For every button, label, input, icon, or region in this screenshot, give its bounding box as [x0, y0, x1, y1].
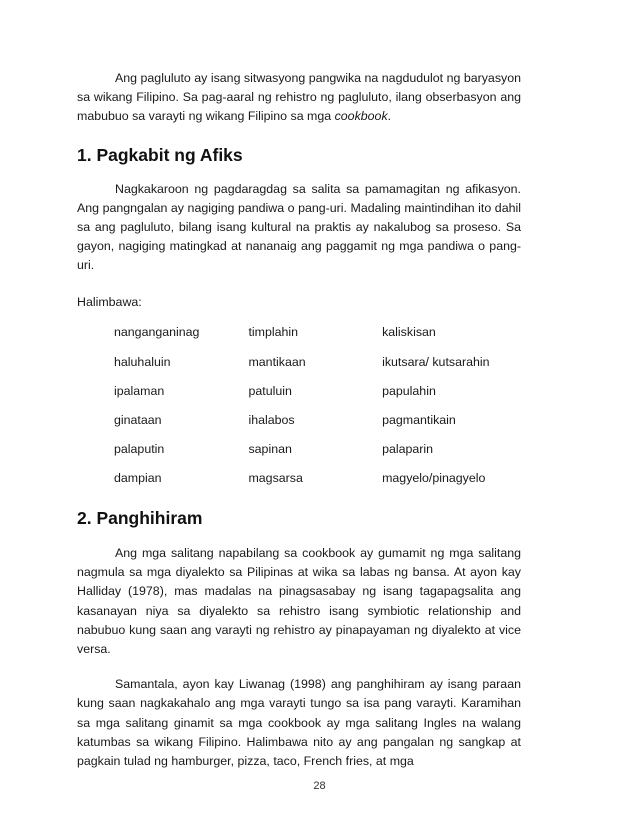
section-2-paragraph-1: Ang mga salitang napabilang sa cookbook ay gumamit ng mga salitang nagmula sa mga diyalekto sa Pilipinas at wika sa labas ng bansa. At ayon kay Halliday (1978), mas madalas na pinagsasabay ng isang tagapagsalita ang kasanayan niya sa diyalekto sa rehistro isang symbiotic relationship and nabubuo kung saan ang varayti ng rehistro ay pinapayaman ng diyalekto at vice versa. [77, 545, 521, 656]
example-word: dampian [114, 471, 162, 486]
table-row [114, 435, 521, 464]
example-word: papulahin [382, 383, 436, 398]
example-word: patuluin [248, 383, 292, 398]
section-1-heading: 1. Pagkabit ng Afiks [77, 144, 243, 165]
example-word: ginataan [114, 412, 162, 427]
example-word: haluhaluin [114, 354, 171, 369]
example-word: mantikaan [248, 354, 306, 369]
example-word: palaparin [382, 442, 434, 457]
example-word: pagmantikain [382, 412, 456, 427]
page-number: 28 [313, 780, 326, 792]
example-word: timplahin [248, 325, 299, 340]
example-word: ikutsara/ kutsarahin [382, 354, 490, 369]
example-word: palaputin [114, 442, 165, 457]
example-word: magsarsa [248, 471, 303, 486]
intro-text: Ang pagluluto ay isang sitwasyong pangwika na nagdudulot ng baryasyon sa wikang Filipino. Sa pag-aaral ng rehistro ng pagluluto, ilang obserbasyon ang mabubuo sa varayti ng wikang Filipino sa mga [77, 71, 521, 124]
table-row [114, 347, 521, 376]
example-word: magyelo/pinagyelo [382, 471, 486, 486]
intro-italic-term: cookbook [334, 109, 388, 124]
document-page [77, 69, 521, 771]
table-row [114, 405, 521, 434]
example-word: ihalabos [248, 412, 295, 427]
example-word: kaliskisan [382, 325, 436, 340]
intro-text-end: . [387, 109, 392, 124]
table-row [114, 376, 521, 405]
example-word: sapinan [248, 442, 292, 457]
example-word: nanganganinag [114, 325, 200, 340]
section-2-heading: 2. Panghihiram [77, 507, 203, 528]
examples-table [114, 318, 521, 493]
example-label: Halimbawa: [77, 294, 142, 309]
section-1-paragraph: Nagkakaroon ng pagdaragdag sa salita sa pamamagitan ng afikasyon. Ang pangngalan ay nagiging pandiwa o pang-uri. Madaling maintindihan ito dahil sa ang pagluluto, bilang isang kultural na praktis ay nakalubog sa proseso. Sa gayon, nagiging matingkad at nananaig ang paggamit ng mga pandiwa o pang-uri. [77, 181, 521, 273]
example-word: ipalaman [114, 383, 165, 398]
section-2-paragraph-2: Samantala, ayon kay Liwanag (1998) ang panghihiram ay isang paraan kung saan nagkakahalo ang mga varayti tungo sa isa pang varayti. Karamihan sa mga salitang ginamit sa mga cookbook ay mga salitang Ingles na walang katumbas sa wikang Filipino. Halimbawa nito ay ang pangalan ng sangkap at pagkain tulad ng hamburger, pizza, taco, French fries, at mga [77, 677, 521, 768]
table-row [114, 464, 521, 493]
table-row [114, 318, 521, 347]
intro-paragraph [77, 69, 521, 127]
